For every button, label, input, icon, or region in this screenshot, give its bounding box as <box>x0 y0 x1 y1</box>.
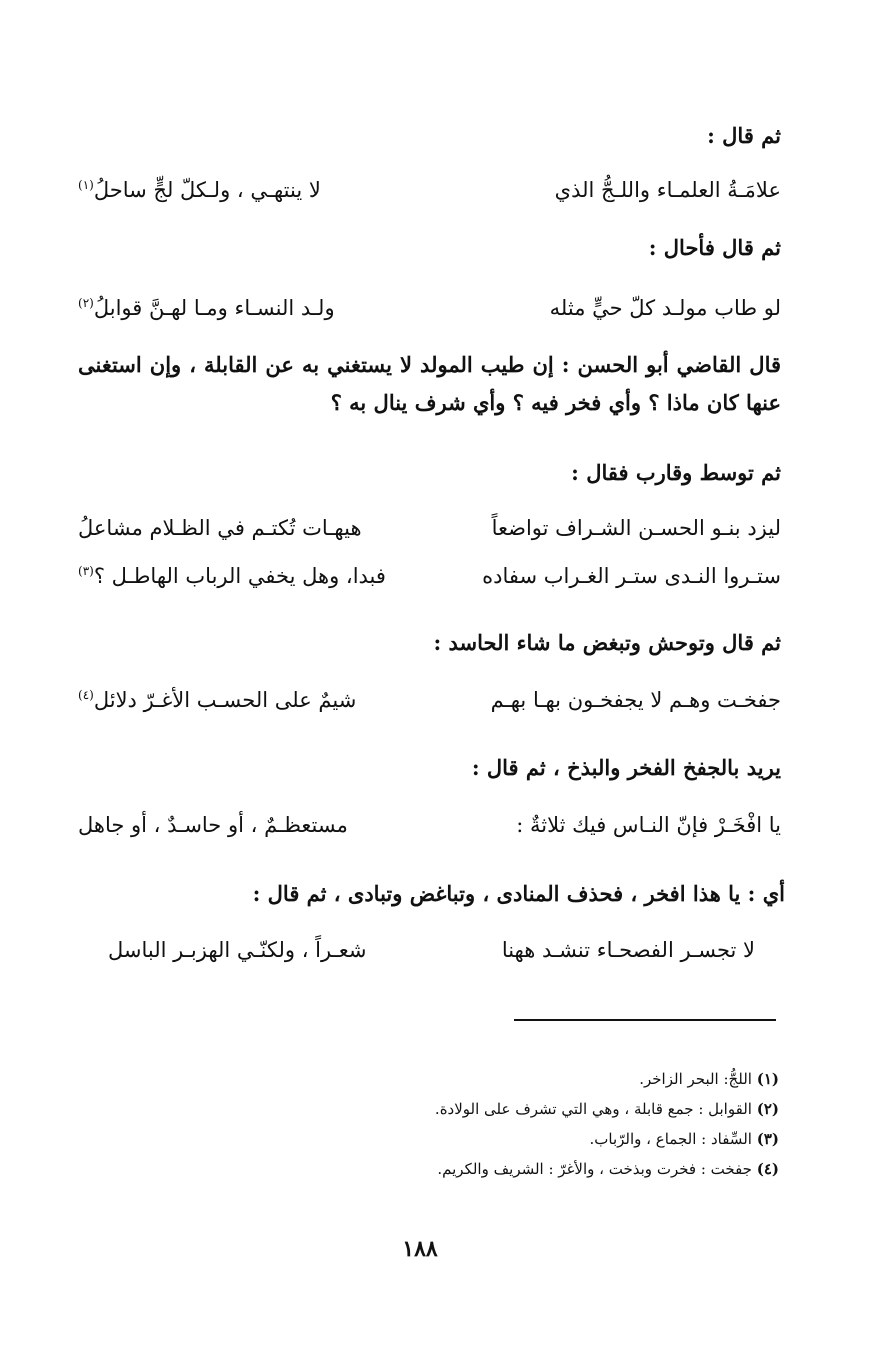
footnote-separator <box>514 1019 776 1021</box>
intro-line-6: أي : يا هذا افخر ، فحذف المنادى ، وتباغض وتبادى ، ثم قال : <box>252 881 785 906</box>
footnote-number: (١) <box>756 1070 779 1088</box>
verse-1 <box>78 170 781 210</box>
verse-3-second-hemistich: هيهـات تُكتـم في الظـلام مشاعلُ <box>78 516 362 540</box>
intro-line-5: يريد بالجفخ الفخر والبذخ ، ثم قال : <box>471 755 781 780</box>
footnotes <box>435 1064 779 1184</box>
footnote-ref-1: (١) <box>78 178 94 192</box>
verse-6-second-hemistich: مستعظـمٌ ، أو حاسـدٌ ، أو جاهل <box>78 813 348 837</box>
intro-line-3: ثم توسط وقارب فقال : <box>571 460 781 485</box>
verse-3 <box>78 508 781 548</box>
verse-4-second-text: فبدا، وهل يخفي الرباب الهاطـل ؟ <box>93 564 386 588</box>
verse-1-first-hemistich: علامَـةُ العلمـاء واللـجُّ الذي <box>554 178 781 202</box>
footnote-number: (٣) <box>756 1130 779 1148</box>
verse-5-second-hemistich <box>78 680 356 720</box>
verse-5-second-text: شيمٌ على الحسـب الأغـرّ دلائل <box>93 688 357 712</box>
verse-2-second-text: ولـد النسـاء ومـا لهـنَّ قوابلُ <box>93 296 335 320</box>
verse-7-first-hemistich: لا تجسـر الفصحـاء تنشـد ههنا <box>501 938 755 962</box>
verse-2 <box>78 288 781 328</box>
verse-3-first-hemistich: ليزد بنـو الحسـن الشـراف تواضعاً <box>491 516 781 540</box>
verse-7-second-hemistich: شعـراً ، ولكنّـي الهزبـر الباسل <box>108 938 367 962</box>
footnote-text: اللجُّ: البحر الزاخر. <box>639 1070 752 1088</box>
footnote-ref-2: (٢) <box>78 296 94 310</box>
footnote-text: السِّفاد : الجماع ، والرّباب. <box>589 1130 752 1148</box>
verse-4-second-hemistich <box>78 556 386 596</box>
footnote-1 <box>435 1064 779 1094</box>
verse-1-second-text: لا ينتهـي ، ولـكلّ لجٍّ ساحلُ <box>93 178 321 202</box>
verse-5 <box>78 680 781 720</box>
intro-line-2: ثم قال فأحال : <box>648 235 781 260</box>
page-number: ١٨٨ <box>402 1236 438 1262</box>
footnote-number: (٤) <box>756 1160 779 1178</box>
verse-7 <box>108 930 755 970</box>
footnote-text: جفخت : فخرت وبذخت ، والأغرّ : الشريف والكريم. <box>437 1160 752 1178</box>
commentary-paragraph: قال القاضي أبو الحسن : إن طيب المولد لا يستغني به عن القابلة ، وإن استغنى عنها كان ماذا ؟ وأي فخر فيه ؟ وأي شرف ينال به ؟ <box>78 352 782 415</box>
footnote-number: (٢) <box>756 1100 779 1118</box>
verse-2-first-hemistich: لو طاب مولـد كلّ حيٍّ مثله <box>549 296 781 320</box>
verse-6 <box>78 805 781 845</box>
verse-2-second-hemistich <box>78 288 335 328</box>
verse-1-second-hemistich <box>78 170 321 210</box>
intro-line-4: ثم قال وتوحش وتبغض ما شاء الحاسد : <box>433 630 781 655</box>
footnote-4 <box>435 1154 779 1184</box>
verse-5-first-hemistich: جفخـت وهـم لا يجفخـون بهـا بهـم <box>490 688 781 712</box>
footnote-2 <box>435 1094 779 1124</box>
footnote-ref-3: (٣) <box>78 564 94 578</box>
intro-line-1: ثم قال : <box>707 123 781 148</box>
footnote-ref-4: (٤) <box>78 688 94 702</box>
verse-4 <box>78 556 781 596</box>
footnote-3 <box>435 1124 779 1154</box>
verse-6-first-hemistich: يا افْخَـرْ فإنّ النـاس فيك ثلاثةٌ : <box>516 813 781 837</box>
footnote-text: القوابل : جمع قابلة ، وهي التي تشرف على الولادة. <box>434 1100 752 1118</box>
verse-4-first-hemistich: ستـروا النـدى ستـر الغـراب سفاده <box>482 564 781 588</box>
